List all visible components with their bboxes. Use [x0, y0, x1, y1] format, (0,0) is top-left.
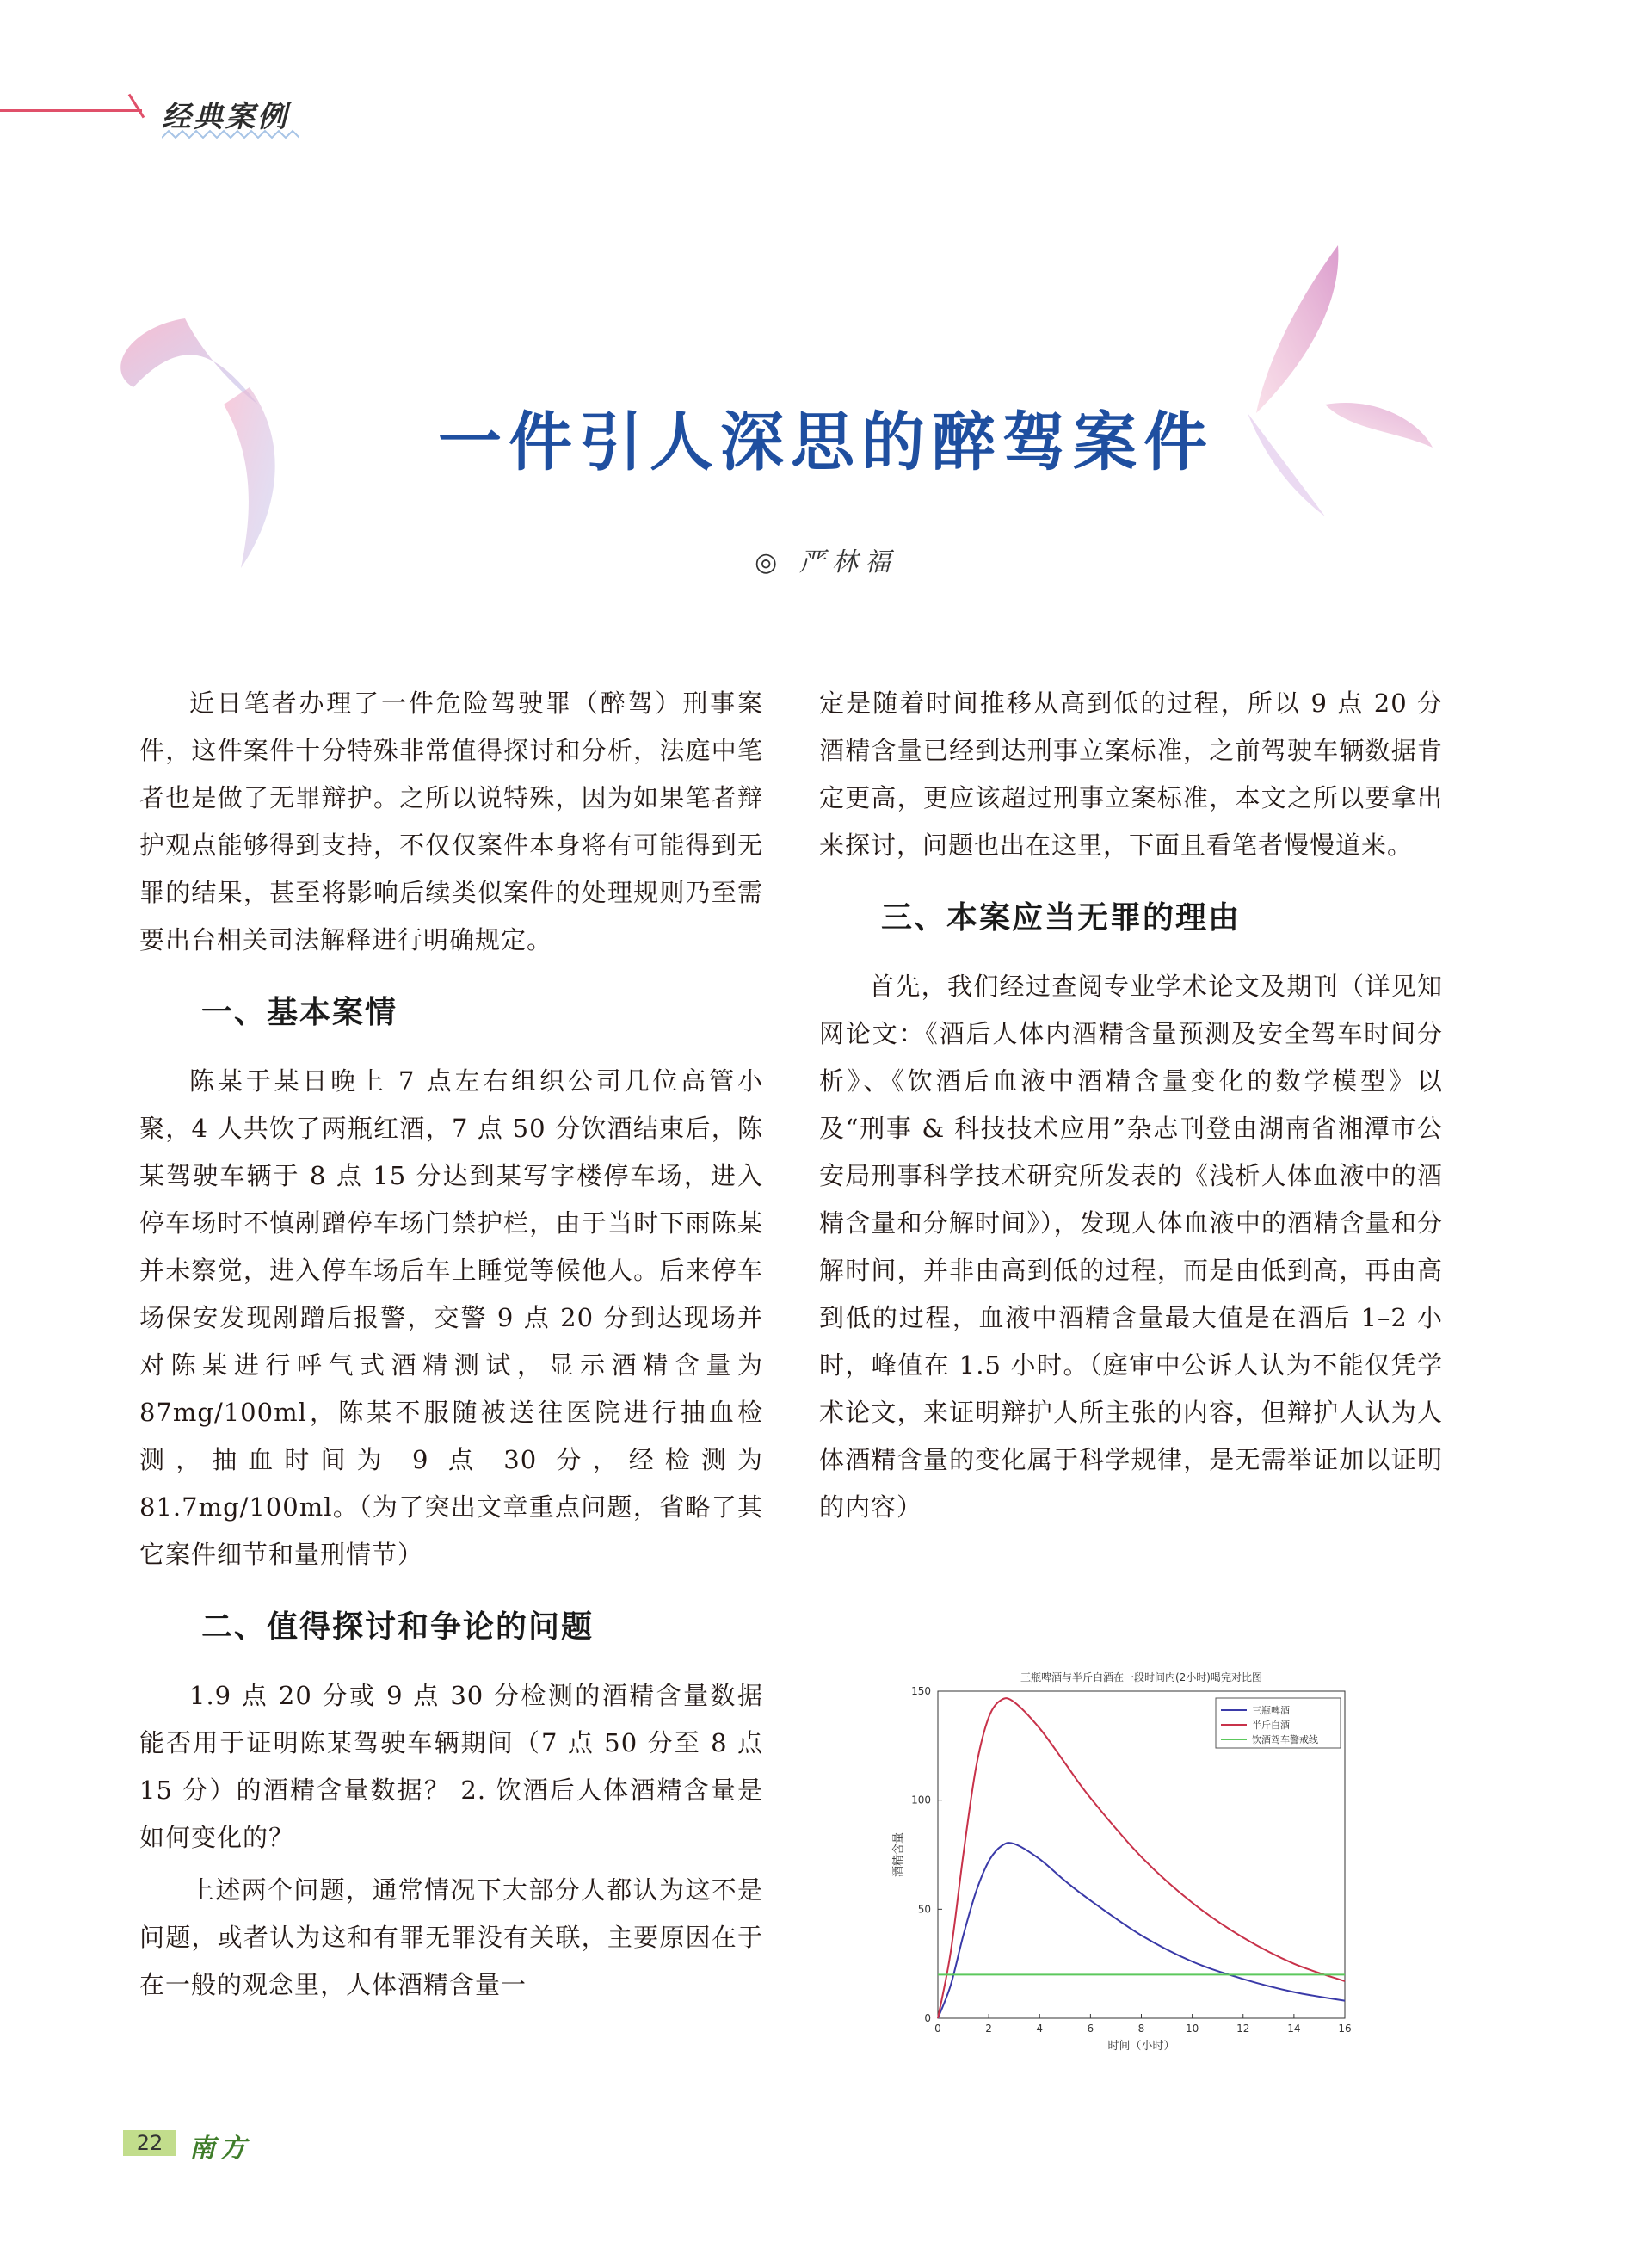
magazine-name: 南方 [189, 2134, 251, 2164]
x-tick-label: 16 [1338, 2023, 1352, 2035]
y-tick-label: 150 [911, 1685, 931, 1697]
x-tick-label: 10 [1185, 2023, 1199, 2035]
chart-title: 三瓶啤酒与半斤白酒在一段时间内(2小时)喝完对比图 [1020, 1671, 1263, 1683]
intro-paragraph: 近日笔者办理了一件危险驾驶罪（醉驾）刑事案件，这件案件十分特殊非常值得探讨和分析，法庭中笔者也是做了无罪辩护。之所以说特殊，因为如果笔者辩护观点能够得到支持，不仅仅案件本身将有可能得到无罪的结果，甚至将影响后续类似案件的处理规则乃至需要出台相关司法解释进行明确规定。 [139, 689, 763, 954]
article-author: ◎ 严林福 [755, 547, 897, 577]
x-tick-label: 0 [934, 2023, 941, 2035]
x-tick-label: 6 [1087, 2023, 1094, 2035]
y-tick-label: 100 [911, 1794, 931, 1807]
y-tick-label: 0 [924, 2012, 931, 2024]
x-tick-label: 2 [985, 2023, 992, 2035]
common-view-paragraph: 上述两个问题，通常情况下大部分人都认为这不是问题，或者认为这和有罪无罪没有关联，主要原因在于在一般的观念里，人体酒精含量一 [139, 1875, 763, 1999]
page-number: 22 [123, 2130, 176, 2156]
y-axis-label: 酒精含量 [892, 1831, 905, 1878]
x-tick-label: 14 [1287, 2023, 1301, 2035]
section-heading-3: 三、本案应当无罪的理由 [881, 900, 1242, 936]
alcohol-content-chart [876, 1665, 1385, 2066]
section-label: 经典案例 [162, 100, 289, 134]
left-column [139, 680, 763, 2014]
x-tick-label: 4 [1036, 2023, 1044, 2035]
reasons-paragraph: 首先，我们经过查阅专业学术论文及期刊（详见知网论文：《酒后人体内酒精含量预测及安全驾车时间分析》、《饮酒后血液中酒精含量变化的数学模型》以及“刑事 & 科技技术应用”杂志刊登由湖南省湘潭市公安局刑事科学技术研究所发表的《浅析人体血液中的酒精含量和分解时间》），发现人体血液中的酒精含量和分解时间，并非由高到低的过程，而是由低到高，再由高到低的过程，血液中酒精含量最大值是在酒后 1–2 小时，峰值在 1.5 小时。（庭审中公诉人认为不能仅凭学术论文，来证明辩护人所主张的内容，但辩护人认为人体酒精含量的变化属于科学规律，是无需举证加以证明的内容） [819, 972, 1443, 1522]
x-tick-label: 8 [1137, 2023, 1145, 2035]
section-heading-1: 一、基本案情 [201, 995, 398, 1030]
article-title: 一件引人深思的醉驾案件 [438, 405, 1214, 479]
legend-label: 半斤白酒 [1252, 1720, 1290, 1731]
right-column [819, 680, 1443, 1536]
section-heading-2: 二、值得探讨和争论的问题 [201, 1609, 595, 1645]
legend-label: 饮酒驾车警戒线 [1252, 1734, 1318, 1745]
legend-label: 三瓶啤酒 [1252, 1705, 1290, 1716]
title-ribbon-decoration [0, 0, 1652, 602]
x-tick-label: 12 [1236, 2023, 1250, 2035]
questions-paragraph: 1.9 点 20 分或 9 点 30 分检测的酒精含量数据能否用于证明陈某驾驶车辆期间（7 点 50 分至 8 点 15 分）的酒精含量数据？ 2. 饮酒后人体酒精含量是如何变化的？ [139, 1681, 763, 1852]
y-tick-label: 50 [917, 1903, 931, 1916]
x-axis-label: 时间（小时） [1107, 2040, 1175, 2053]
continued-paragraph: 定是随着时间推移从高到低的过程，所以 9 点 20 分酒精含量已经到达刑事立案标准，之前驾驶车辆数据肯定更高，更应该超过刑事立案标准，本文之所以要拿出来探讨，问题也出在这里，下面且看笔者慢慢道来。 [819, 689, 1443, 860]
case-facts-paragraph: 陈某于某日晚上 7 点左右组织公司几位高管小聚，4 人共饮了两瓶红酒，7 点 50 分饮酒结束后，陈某驾驶车辆于 8 点 15 分达到某写字楼停车场，进入停车场时不慎剐蹭停车场门禁护栏，由于当时下雨陈某并未察觉，进入停车场后车上睡觉等候他人。后来停车场保安发现剐蹭后报警，交警 9 点 20 分到达现场并对陈某进行呼气式酒精测试，显示酒精含量为 87mg/100ml，陈某不服随被送往医院进行抽血检测，抽血时间为 9 点 30 分，经检测为 81.7mg/100ml。（为了突出文章重点问题，省略了其它案件细节和量刑情节） [139, 1066, 763, 1569]
chart-canvas [876, 1665, 1385, 2066]
